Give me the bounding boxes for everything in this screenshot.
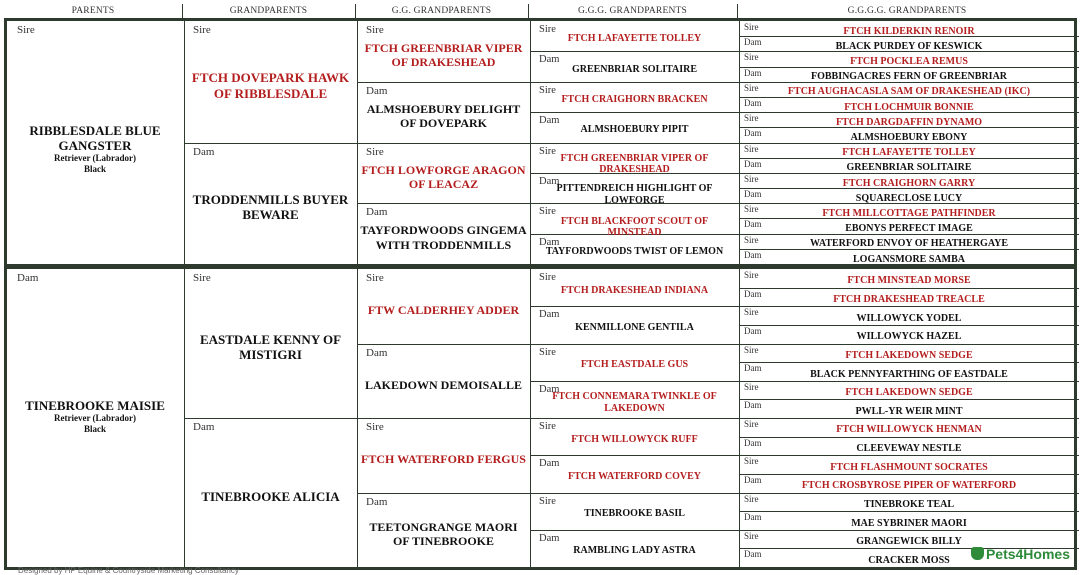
- dam-label: Dam: [539, 175, 560, 187]
- dog-name: FOBBINGACRES FERN OF GREENBRIAR: [810, 71, 1008, 83]
- sire-label: Sire: [539, 272, 556, 283]
- row-divider: [740, 344, 1079, 345]
- dam-label: Dam: [744, 249, 762, 260]
- sire-label: Sire: [366, 272, 384, 284]
- sire-label: Sire: [744, 344, 759, 355]
- dam-label: Dam: [366, 84, 388, 97]
- dog-name: BLACK PENNYFARTHING OF EASTDALE: [810, 368, 1008, 380]
- dog-name: FTCH WILLOWYCK RUFF: [571, 433, 698, 445]
- sire-label: Sire: [539, 145, 556, 157]
- dam-label: Dam: [744, 549, 762, 560]
- dog-name: RAMBLING LADY ASTRA: [573, 545, 696, 557]
- sire-label: Sire: [744, 52, 759, 63]
- dog-name: FTCH CRAIGHORN BRACKEN: [561, 94, 708, 106]
- sire-label: Sire: [744, 456, 759, 467]
- row-divider: [740, 474, 1079, 475]
- row-divider: [740, 530, 1079, 531]
- row-divider: [358, 143, 530, 144]
- dog-name: TINEBROKE TEAL: [863, 498, 955, 510]
- dam-label: Dam: [539, 309, 560, 321]
- dog-name: GREENBRIAR SOLITAIRE: [571, 63, 698, 75]
- header-gggg-grandparents: G.G.G.G. GRANDPARENTS: [847, 6, 967, 16]
- row-divider: [185, 418, 357, 419]
- dog-name: FTCH DOVEPARK HAWK OF RIBBLESDALE: [191, 70, 350, 101]
- dog-name: TAYFORDWOODS TWIST OF LEMON: [545, 245, 724, 257]
- dog-name: WILLOWYCK HAZEL: [856, 331, 962, 343]
- sire-label: Sire: [744, 173, 759, 184]
- dam-label: Dam: [744, 67, 762, 78]
- row-divider: [185, 143, 357, 144]
- dog-name: [9, 398, 181, 435]
- row-divider: [358, 493, 530, 494]
- row-divider: [740, 288, 1079, 289]
- dam-label: Dam: [744, 189, 762, 200]
- sire-label: Sire: [193, 24, 211, 36]
- dam-label: Dam: [744, 437, 762, 448]
- row-divider: [531, 143, 739, 144]
- parent-breed: Retriever (Labrador): [53, 153, 137, 164]
- dog-name: FTCH DRAKESHEAD INDIANA: [560, 284, 709, 296]
- dog-name: FTCH GREENBRIAR VIPER OF DRAKESHEAD: [364, 41, 523, 70]
- pets4homes-logo: [971, 546, 1070, 562]
- header-grandparents: GRANDPARENTS: [182, 4, 356, 18]
- dog-name: FTCH KILDERKIN RENOIR: [843, 25, 975, 37]
- sire-label: Sire: [366, 145, 384, 158]
- dam-label: Dam: [539, 236, 560, 248]
- dog-name: FTCH WATERFORD COVEY: [568, 470, 701, 482]
- dog-name: TEETONGRANGE MAORI OF TINEBROOKE: [369, 519, 518, 548]
- row-divider: [740, 455, 1079, 456]
- dam-label: Dam: [366, 495, 388, 508]
- sire-label: Sire: [193, 272, 211, 284]
- sire-label: Sire: [366, 24, 384, 36]
- dog-name: BLACK PURDEY OF KESWICK: [835, 40, 983, 52]
- row-divider: [358, 344, 530, 345]
- parent-name: RIBBLESDALE BLUE GANGSTER: [29, 122, 161, 153]
- sire-label: Sire: [539, 206, 556, 218]
- dog-name: FTCH AUGHACASLA SAM OF DRAKESHEAD (IKC): [787, 86, 1031, 98]
- dam-label: Dam: [193, 145, 215, 158]
- dog-name: PWLL-YR WEIR MINT: [855, 405, 963, 417]
- dog-name: EASTDALE KENNY OF MISTIGRI: [199, 332, 342, 363]
- dog-name: FTCH DARGDAFFIN DYNAMO: [835, 116, 983, 128]
- row-divider: [531, 344, 739, 345]
- dam-label: Dam: [744, 158, 762, 169]
- dog-name: KENMILLONE GENTILA: [575, 321, 694, 333]
- sire-label: Sire: [744, 270, 759, 280]
- dog-name: LOGANSMORE SAMBA: [853, 253, 965, 265]
- dog-name: FTCH DRAKESHEAD TREACLE: [833, 294, 985, 306]
- dog-name: PITTENDREICH HIGHLIGHT OF LOWFORGE: [556, 182, 713, 206]
- dog-name: EBONYS PERFECT IMAGE: [845, 223, 973, 235]
- dog-name: ALMSHOEBURY EBONY: [850, 132, 968, 143]
- sire-label: Sire: [366, 421, 384, 433]
- column-header-row: [4, 4, 1077, 18]
- dam-label: Dam: [366, 206, 388, 219]
- dog-name: FTCH GREENBRIAR VIPER OF DRAKESHEAD: [560, 152, 709, 176]
- dog-name: CRACKER MOSS: [868, 554, 950, 566]
- header-gg-grandparents: G.G. GRANDPARENTS: [355, 4, 529, 18]
- dam-label: Dam: [539, 383, 560, 395]
- row-divider: [531, 381, 739, 382]
- sire-label: Sire: [744, 530, 759, 541]
- dog-name: ALMSHOEBURY PIPIT: [580, 124, 689, 136]
- row-divider: [531, 112, 739, 113]
- row-divider: [740, 306, 1079, 307]
- dam-label: Dam: [744, 128, 762, 139]
- row-divider: [740, 493, 1079, 494]
- sire-label: Sire: [539, 346, 556, 358]
- dog-name: FTW CALDERHEY ADDER: [367, 303, 520, 318]
- dog-name: FTCH POCKLEA REMUS: [850, 56, 968, 68]
- row-divider: [358, 203, 530, 204]
- dog-name: TINEBROOKE ALICIA: [201, 488, 340, 504]
- dog-name: FTCH CRAIGHORN GARRY: [842, 177, 976, 189]
- dog-name: FTCH MILLCOTTAGE PATHFINDER: [822, 207, 996, 219]
- sire-label: Sire: [744, 493, 759, 504]
- dog-name: FTCH CROSBYROSE PIPER OF WATERFORD: [801, 480, 1017, 492]
- dog-name: FTCH EASTDALE GUS: [580, 359, 689, 371]
- row-divider: [740, 325, 1079, 326]
- dam-label: Dam: [744, 219, 762, 230]
- sire-label: Sire: [744, 82, 759, 93]
- dog-name: FTCH WATERFORD FERGUS: [361, 452, 526, 467]
- sire-label: Sire: [539, 24, 556, 35]
- sire-label: Sire: [744, 113, 759, 124]
- sire-label: Sire: [17, 24, 35, 36]
- dog-name: TAYFORDWOODS GINGEMA WITH TRODDENMILLS: [360, 223, 527, 252]
- dam-label: Dam: [744, 363, 762, 374]
- dog-name: ALMSHOEBURY DELIGHT OF DOVEPARK: [366, 101, 521, 131]
- dam-label: Dam: [539, 54, 560, 66]
- sire-label: Sire: [744, 143, 759, 154]
- dam-label: Dam: [744, 37, 762, 48]
- row-divider: [531, 51, 739, 52]
- parent-color: Black: [83, 163, 106, 174]
- parent-name: TINEBROOKE MAISIE: [25, 398, 165, 413]
- dog-name: FTCH LAFAYETTE TOLLEY: [842, 147, 976, 159]
- paw-icon: [971, 547, 984, 560]
- dog-name: FTCH CONNEMARA TWINKLE OF LAKEDOWN: [552, 390, 717, 414]
- pedigree-half-dam: [4, 266, 1077, 570]
- sire-label: Sire: [744, 419, 759, 429]
- row-divider: [740, 362, 1079, 363]
- pedigree-half-sire: [4, 18, 1077, 267]
- dog-name: WATERFORD ENVOY OF HEATHERGAYE: [809, 238, 1009, 250]
- header-parents: PARENTS: [4, 4, 183, 18]
- row-divider: [740, 418, 1079, 419]
- row-divider: [740, 399, 1079, 400]
- dam-label: Dam: [744, 325, 762, 336]
- row-divider: [740, 381, 1079, 382]
- dam-label: Dam: [744, 400, 762, 411]
- sire-label: Sire: [744, 381, 759, 392]
- dog-name: WILLOWYCK YODEL: [856, 312, 962, 324]
- row-divider: [531, 530, 739, 531]
- dog-name: MAE SYBRINER MAORI: [851, 517, 967, 529]
- dam-label: Dam: [744, 512, 762, 523]
- dam-label: Dam: [744, 97, 762, 108]
- dam-label: Dam: [193, 421, 215, 433]
- dog-name: FTCH FLASHMOUNT SOCRATES: [830, 461, 988, 473]
- parent-breed: Retriever (Labrador): [53, 413, 137, 424]
- sire-label: Sire: [539, 84, 556, 96]
- dog-name: FTCH LAKEDOWN SEDGE: [845, 387, 973, 399]
- header-ggg-grandparents: G.G.G. GRANDPARENTS: [528, 4, 738, 18]
- dog-name: LAKEDOWN DEMOISALLE: [364, 377, 523, 392]
- sire-label: Sire: [539, 421, 556, 432]
- row-divider: [358, 418, 530, 419]
- sire-label: Sire: [744, 204, 759, 215]
- dam-label: Dam: [539, 458, 560, 470]
- footer-credit: Designed by HP Equine & Countryside Marketing Consultancy: [18, 566, 239, 575]
- dog-name: FTCH LOCHMUIR BONNIE: [844, 101, 974, 113]
- dog-name: SQUARECLOSE LUCY: [855, 192, 963, 204]
- dam-label: Dam: [366, 346, 388, 359]
- dog-name: [9, 123, 181, 175]
- dam-label: Dam: [17, 272, 39, 284]
- dog-name: FTCH LAFAYETTE TOLLEY: [567, 33, 702, 45]
- dog-name: TRODDENMILLS BUYER BEWARE: [192, 191, 349, 223]
- dog-name: FTCH WILLOWYCK HENMAN: [836, 424, 982, 436]
- dam-label: Dam: [539, 115, 560, 127]
- dog-name: CLEEVEWAY NESTLE: [856, 443, 962, 455]
- sire-label: Sire: [744, 307, 759, 318]
- row-divider: [358, 82, 530, 83]
- row-divider: [740, 437, 1079, 438]
- logo-text: Pets4Homes: [985, 546, 1070, 562]
- dog-name: GRANGEWICK BILLY: [856, 536, 962, 548]
- sire-label: Sire: [744, 22, 759, 32]
- dam-label: Dam: [744, 474, 762, 485]
- row-divider: [531, 306, 739, 307]
- dam-label: Dam: [744, 288, 762, 299]
- dog-name: GREENBRIAR SOLITAIRE: [846, 162, 972, 174]
- sire-label: Sire: [744, 234, 759, 245]
- dog-name: TINEBROOKE BASIL: [584, 508, 685, 520]
- parent-color: Black: [83, 424, 106, 435]
- row-divider: [531, 418, 739, 419]
- dam-label: Dam: [539, 532, 560, 544]
- dog-name: FTCH MINSTEAD MORSE: [847, 275, 971, 287]
- dog-name: FTCH LOWFORGE ARAGON OF LEACAZ: [361, 162, 526, 191]
- row-divider: [531, 455, 739, 456]
- dog-name: FTCH LAKEDOWN SEDGE: [845, 349, 973, 361]
- row-divider: [531, 493, 739, 494]
- dog-name: FTCH BLACKFOOT SCOUT OF MINSTEAD: [560, 215, 709, 239]
- row-divider: [740, 511, 1079, 512]
- sire-label: Sire: [539, 495, 556, 507]
- row-divider: [531, 82, 739, 83]
